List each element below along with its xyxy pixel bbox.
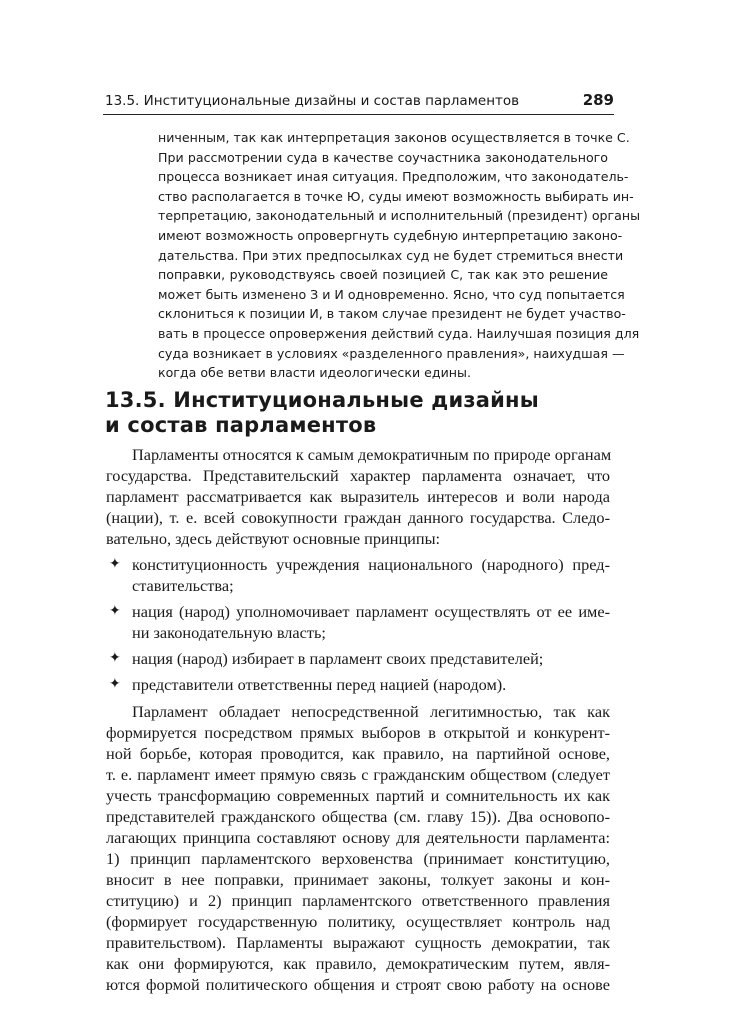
paragraph-line: учесть трансформацию современных партий и сомнительность их как	[106, 785, 610, 805]
paragraph-line: 1) принцип парламентского верховенства (принимает конституцию,	[106, 848, 610, 868]
boxed-line: склониться к позиции И, в таком случае президент не будет участво-	[158, 306, 626, 322]
paragraph-line: формируется посредством прямых выборов в открытой и конкурент-	[106, 722, 610, 742]
section-heading-line: 13.5. Институциональные дизайны	[105, 388, 539, 412]
bullet-text: нация (народ) избирает в парламент своих представителей;	[132, 649, 544, 669]
bullet-continuation: ни законодательную власть;	[132, 623, 326, 643]
page-number: 289	[582, 91, 614, 109]
boxed-line: ство располагается в точке Ю, суды имеют возможность выбирать ин-	[158, 188, 634, 204]
boxed-line: ниченным, так как интерпретация законов осуществляется в точке С.	[158, 130, 630, 145]
bullet-item	[106, 674, 610, 695]
boxed-text-block	[158, 128, 641, 383]
paragraph-line: Парламент обладает непосредственной легитимностью, так как	[132, 701, 610, 721]
paragraph-line: Парламенты относятся к самым демократичным по природе органам	[132, 445, 612, 464]
bullet-text: нация (народ) уполномочивает парламент осуществлять от ее име-	[132, 602, 610, 622]
paragraph-line: ются формой политического общения и строят свою работу на основе	[106, 975, 610, 995]
bullet-item	[106, 554, 610, 575]
bullet-item	[106, 601, 610, 622]
boxed-line: При рассмотрении суда в качестве соучастника законодательного	[158, 149, 608, 165]
paragraph-line: ституцию) и 2) принцип парламентского ответственного правления	[106, 890, 610, 910]
paragraph-line: (нации), т. е. всей совокупности граждан данного государства. Следо-	[106, 508, 610, 528]
paragraph-line: вносит в нее поправки, принимает законы, толкует законы и кон-	[106, 869, 610, 889]
running-header	[103, 88, 614, 115]
paragraph-line: лагающих принципа составляют основу для деятельности парламента:	[106, 827, 610, 847]
boxed-line: дательства. При этих предпосылках суд не будет стремиться внести	[158, 247, 624, 263]
paragraph-line: вательно, здесь действуют основные принципы:	[106, 529, 441, 549]
boxed-line: суда возникает в условиях «разделенного правления», наихудшая —	[158, 345, 625, 361]
boxed-line: терпретацию, законодательный и исполнительный (президент) органы	[158, 208, 641, 224]
paragraph-line: т. е. парламент имеет прямую связь с гражданским обществом (следует	[106, 764, 610, 784]
boxed-line: имеют возможность опровергнуть судебную интерпретацию законо-	[158, 227, 623, 243]
section-heading	[105, 388, 605, 438]
paragraph-line: ной борьбе, которая проводится, как правило, на партийной основе,	[106, 743, 610, 763]
bullet-continuation: ставительства;	[132, 576, 234, 596]
section-heading-line: и состав парламентов	[105, 413, 377, 437]
bullet-item	[106, 648, 610, 669]
paragraph-line: правительством). Парламенты выражают сущность демократии, так	[106, 933, 610, 953]
bullet-text: конституционность учреждения национального (народного) пред-	[132, 555, 610, 575]
boxed-line: когда обе ветви власти идеологически едины.	[158, 365, 471, 381]
paragraph-line: (формирует государственную политику, осуществляет контроль над	[106, 911, 610, 931]
paragraph-line: как они формируются, как правило, демократическим путем, явля-	[106, 954, 610, 974]
paragraph-line: представителей гражданского общества (см. главу 15)). Два основопо-	[106, 806, 610, 826]
paragraph-line: парламент рассматривается как выразитель интересов и воли народа	[106, 487, 610, 507]
boxed-line: может быть изменено З и И одновременно. Ясно, что суд попытается	[158, 286, 625, 302]
boxed-line: поправки, руководствуясь своей позицией С, так как это решение	[158, 267, 608, 283]
boxed-line: процесса возникает иная ситуация. Предположим, что законодатель-	[158, 169, 629, 185]
bullet-text: представители ответственны перед нацией (народом).	[132, 675, 507, 695]
bullet-marker: ✦	[109, 650, 121, 667]
bullet-marker: ✦	[109, 603, 121, 620]
paragraph-line: государства. Представительский характер парламента означает, что	[106, 466, 610, 486]
bullet-marker: ✦	[109, 676, 121, 693]
running-title: 13.5. Институциональные дизайны и состав парламентов	[105, 93, 520, 109]
bullet-marker: ✦	[109, 556, 121, 573]
body-text	[106, 444, 610, 995]
boxed-line: вать в процессе опровержения действий суда. Наилучшая позиция для	[158, 325, 640, 341]
